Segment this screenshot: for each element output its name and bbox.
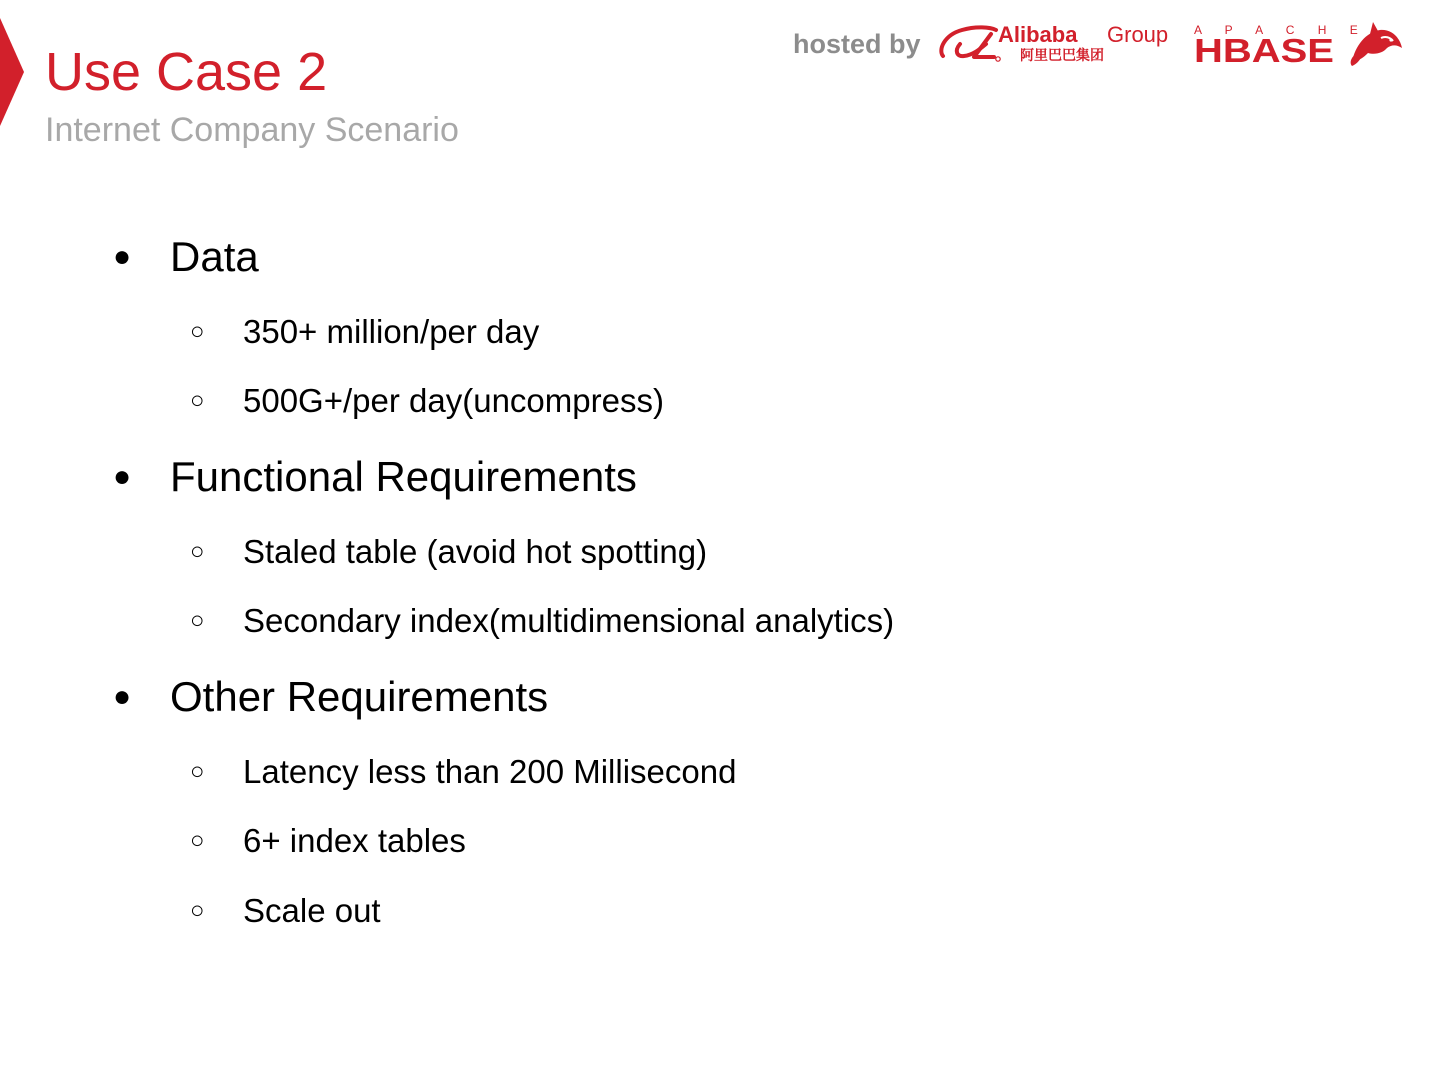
hollow-bullet-icon: ○ [190,897,205,924]
hollow-bullet-icon: ○ [190,607,205,634]
sub-bullet-text: 350+ million/per day [243,313,540,350]
sub-bullet-text: Scale out [243,892,381,929]
alibaba-logo-chinese: 阿里巴巴集团 [1020,47,1104,63]
sub-bullet-text: Latency less than 200 Millisecond [243,753,737,790]
filled-bullet-icon: ● [113,460,132,493]
hollow-bullet-icon: ○ [190,827,205,854]
alibaba-logo-name: Alibaba [998,22,1078,47]
sub-bullet-text: 500G+/per day(uncompress) [243,382,664,419]
bullet-text: Data [170,233,259,280]
filled-bullet-icon: ● [113,240,132,273]
filled-bullet-icon: ● [113,680,132,713]
hbase-logo-name: HBASE [1194,32,1334,68]
hollow-bullet-icon: ○ [190,538,205,565]
bullet-text: Other Requirements [170,673,549,720]
page-title: Use Case 2 [45,42,328,102]
page-subtitle: Internet Company Scenario [45,111,459,149]
sub-bullet-text: Staled table (avoid hot spotting) [243,533,708,570]
sub-bullet-text: Secondary index(multidimensional analytics) [243,602,895,639]
bullet-text: Functional Requirements [170,453,637,500]
hollow-bullet-icon: ○ [190,318,205,345]
alibaba-logo-group: Group [1107,22,1169,47]
hbase-logo-apache: A P A C H E [1194,23,1368,37]
hosted-by-label: hosted by [793,29,921,59]
hollow-bullet-icon: ○ [190,387,205,414]
hollow-bullet-icon: ○ [190,758,205,785]
sub-bullet-text: 6+ index tables [243,822,466,859]
